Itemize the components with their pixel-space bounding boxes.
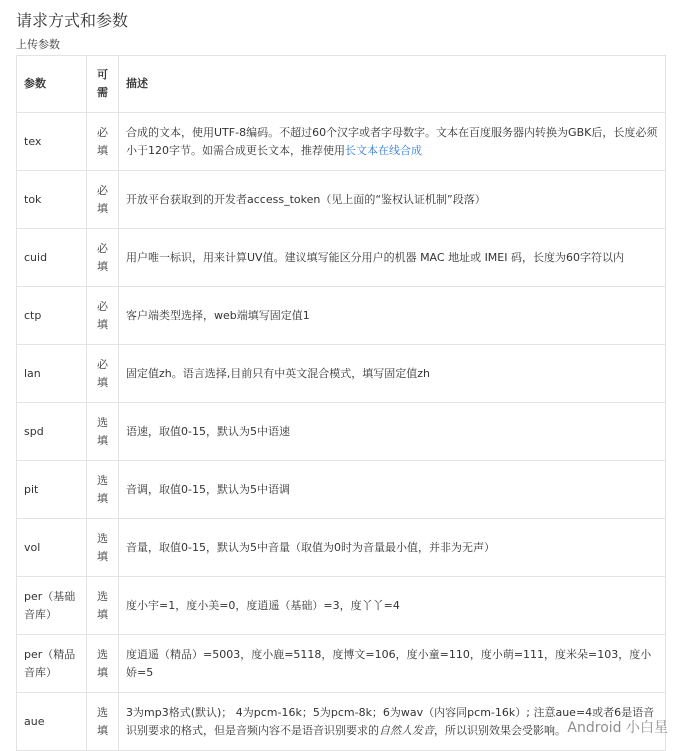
table-row xyxy=(17,229,666,287)
param-required: 选填 xyxy=(87,577,119,635)
table-header-row xyxy=(17,56,666,113)
param-required: 必填 xyxy=(87,287,119,345)
param-name: cuid xyxy=(17,229,87,287)
param-description: 度小宇=1，度小美=0，度逍遥（基础）=3，度丫丫=4 xyxy=(119,577,666,635)
param-name: vol xyxy=(17,519,87,577)
table-row xyxy=(17,113,666,171)
description-text: 合成的文本，使用UTF-8编码。不超过60个汉字或者字母数字。文本在百度服务器内转换为GBK后，长度必须小于120字节。如需合成更长文本，推荐使用 xyxy=(126,125,658,157)
table-row xyxy=(17,403,666,461)
param-name: lan xyxy=(17,345,87,403)
description-italic-text: 自然人发音 xyxy=(379,723,434,737)
param-name: spd xyxy=(17,403,87,461)
header-description: 描述 xyxy=(119,56,666,113)
param-required: 选填 xyxy=(87,635,119,693)
table-row xyxy=(17,171,666,229)
table-row xyxy=(17,635,666,693)
watermark: Android 小白星 xyxy=(567,720,668,736)
param-description: 音量，取值0-15，默认为5中音量（取值为0时为音量最小值，并非为无声） xyxy=(119,519,666,577)
param-description: 客户端类型选择，web端填写固定值1 xyxy=(119,287,666,345)
param-required: 必填 xyxy=(87,171,119,229)
table-row xyxy=(17,345,666,403)
param-description: 固定值zh。语言选择,目前只有中英文混合模式，填写固定值zh xyxy=(119,345,666,403)
table-row xyxy=(17,287,666,345)
param-name: tex xyxy=(17,113,87,171)
param-description xyxy=(119,113,666,171)
param-description: 用户唯一标识，用来计算UV值。建议填写能区分用户的机器 MAC 地址或 IMEI 码，长度为60字符以内 xyxy=(119,229,666,287)
param-name: pit xyxy=(17,461,87,519)
page-title: 请求方式和参数 xyxy=(16,11,129,30)
param-description: 度逍遥（精品）=5003，度小鹿=5118，度博文=106，度小童=110，度小萌=111，度米朵=103，度小娇=5 xyxy=(119,635,666,693)
param-description: 音调，取值0-15，默认为5中语调 xyxy=(119,461,666,519)
param-required: 选填 xyxy=(87,403,119,461)
description-tail-text: ，所以识别效果会受影响。 xyxy=(434,723,566,737)
param-name: ctp xyxy=(17,287,87,345)
param-required: 必填 xyxy=(87,345,119,403)
table-row xyxy=(17,519,666,577)
param-name: per（基础音库） xyxy=(17,577,87,635)
param-description: 语速，取值0-15，默认为5中语速 xyxy=(119,403,666,461)
param-description: 开放平台获取到的开发者access_token（见上面的“鉴权认证机制”段落） xyxy=(119,171,666,229)
param-required: 选填 xyxy=(87,461,119,519)
description-text: 3为mp3格式(默认)； 4为pcm-16k；5为pcm-8k；6为wav（内容同pcm-16k）; 注意aue=4或者6是语音识别要求的格式，但是音频内容不是语音识别要求的 xyxy=(126,705,655,737)
params-table xyxy=(16,55,666,751)
table-row xyxy=(17,577,666,635)
header-required: 可需 xyxy=(87,56,119,113)
param-name: tok xyxy=(17,171,87,229)
header-name: 参数 xyxy=(17,56,87,113)
param-required: 必填 xyxy=(87,113,119,171)
param-required: 选填 xyxy=(87,519,119,577)
param-required: 选填 xyxy=(87,693,119,751)
param-name: per（精品音库） xyxy=(17,635,87,693)
param-required: 必填 xyxy=(87,229,119,287)
section-title: 上传参数 xyxy=(16,38,60,51)
param-name: aue xyxy=(17,693,87,751)
long-text-synthesis-link[interactable]: 长文本在线合成 xyxy=(345,143,422,157)
table-row xyxy=(17,461,666,519)
